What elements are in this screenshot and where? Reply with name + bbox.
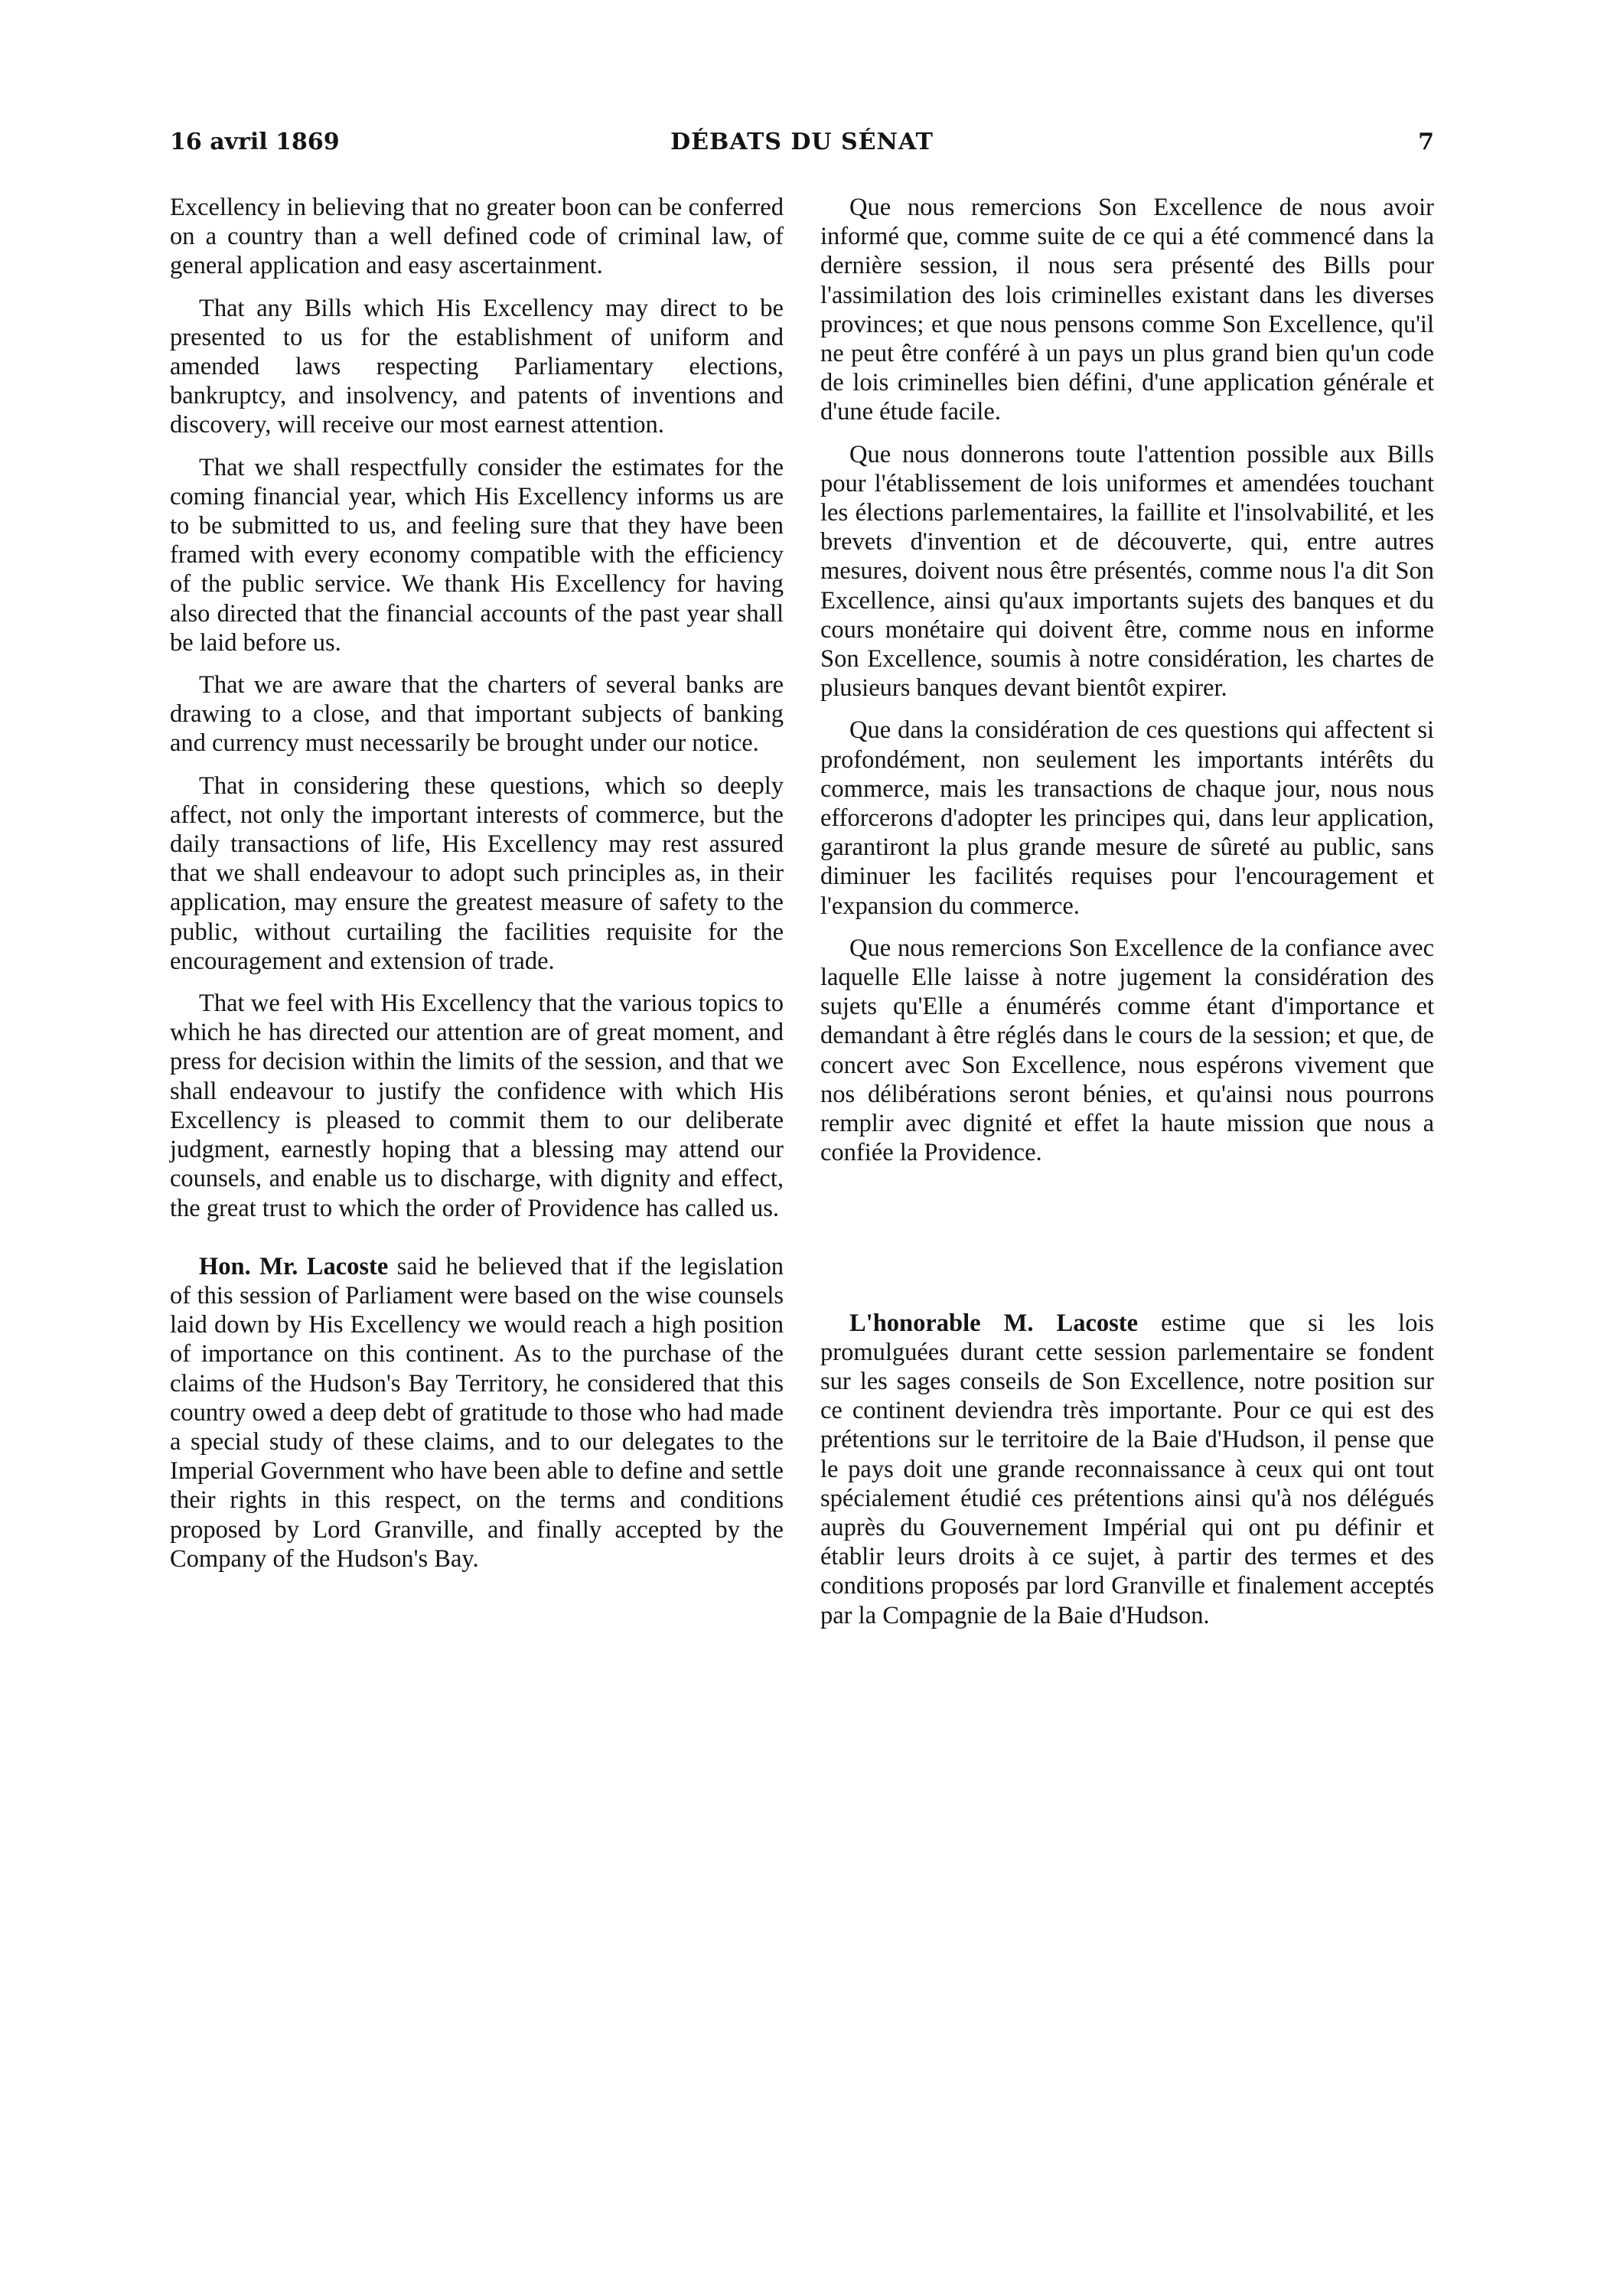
french-speaker-name: L'honorable M. Lacoste [849,1309,1139,1337]
english-paragraph-1: Excellency in believing that no greater boon can be conferred on a country than a well defined code of criminal law, of general application and easy ascertainment. [170,194,784,280]
french-paragraph-4: Que nous remercions Son Excellence de la confiance avec laquelle Elle laisse à notre jugement la considération des sujets qu'Elle a énumérés comme étant d'importance et demandant à être réglés dans le cours de la session; et que, de concert avec Son Excellence, nous espérons vivement que nos délibérations seront bénies, et qu'ainsi nous pourrons remplir avec dignité et effet la haute mission que nous a confiée la Providence. [820,934,1434,1167]
english-paragraph-6: That we feel with His Excellency that the various topics to which he has directed our attention are of great moment, and press for decision within the limits of the session, and that we shall endeavour to justify the confidence with which His Excellency is pleased to commit them to our deliberate judgment, earnestly hoping that a blessing may attend our counsels, and enable us to discharge, with dignity and effect, the great trust to which the order of Providence has called us. [170,990,784,1222]
french-column [820,193,1434,1630]
french-speech-text: estime que si les lois promulguées durant cette session parlementaire se fondent sur les sages conseils de Son Excellence, notre position sur ce continent deviendra très importante. Pour ce qui est des prétentions sur le territoire de la Baie d'Hudson, il pense que le pays doit une grande reconnaissance à ceux qui ont tout spécialement étudié ces prétentions ainsi qu'à nos délégués auprès du Gouvernement Impérial qui ont pu définir et établir leurs droits à ce sujet, à partir des termes et des conditions proposés par lord Granville et finalement acceptés par la Compagnie de la Baie d'Hudson. [820,1309,1435,1629]
english-speech-paragraph [170,1252,784,1574]
english-paragraph-5: That in considering these questions, which so deeply affect, not only the important interests of commerce, but the daily transactions of life, His Excellency may rest assured that we shall endeavour to adopt such principles as, in their application, may ensure the greatest measure of safety to the public, without curtailing the facilities requisite for the encouragement and extension of trade. [170,771,784,975]
page-number: 7 [1418,129,1434,155]
french-paragraph-3: Que dans la considération de ces questions qui affectent si profondément, non seulement les importants intérêts du commerce, mais les transactions de chaque jour, nous nous efforcerons d'adopter les principes qui, dans leur application, garantiront la plus grande mesure de sûreté au public, sans diminuer les facilités requises pour l'encouragement et l'expansion du commerce. [820,716,1434,920]
page-header [170,126,1434,159]
french-paragraph-1: Que nous remercions Son Excellence de nous avoir informé que, comme suite de ce qui a été commencé dans la dernière session, il nous sera présenté des Bills pour l'assimilation des lois criminelles existant dans les diverses provinces; et que nous pensons comme Son Excellence, qu'il ne peut être conféré à un pays un plus grand bien qu'un code de lois criminelles bien défini, d'une application générale et d'une étude facile. [820,194,1434,426]
french-speech-paragraph [820,1309,1434,1630]
french-paragraph-2: Que nous donnerons toute l'attention possible aux Bills pour l'établissement de lois uniformes et amendées touchant les élections parlementaires, la faillite et l'insolvabilité, et les brevets d'invention et de découverte, qui, entre autres mesures, doivent nous être présentés, comme nous l'a dit Son Excellence, ainsi qu'aux importants sujets des banques et du cours monétaire qui doivent être, comme nous en informe Son Excellence, soumis à notre considération, les chartes de plusieurs banques devant bientôt expirer. [820,440,1434,703]
english-column [170,193,784,1574]
header-date: 16 avril 1869 [170,129,340,155]
english-speaker-name: Hon. Mr. Lacoste [199,1252,389,1280]
english-speech-text: said he believed that if the legislation of this session of Parliament were based on the wise counsels laid down by His Excellency we would reach a high position of importance on this continent. As to the purchase of the claims of the Hudson's Bay Territory, he considered that this country owed a deep debt of gratitude to those who had made a special study of these claims, and to our delegates to the Imperial Government who have been able to define and settle their rights in this respect, on the terms and conditions proposed by Lord Granville, and finally accepted by the Company of the Hudson's Bay. [170,1252,784,1573]
header-title: DÉBATS DU SÉNAT [670,129,934,155]
english-paragraph-4: That we are aware that the charters of several banks are drawing to a close, and that important subjects of banking and currency must necessarily be brought under our notice. [170,671,784,758]
english-paragraph-3: That we shall respectfully consider the estimates for the coming financial year, which His Excellency informs us are to be submitted to us, and feeling sure that they have been framed with every economy compatible with the efficiency of the public service. We thank His Excellency for having also directed that the financial accounts of the past year shall be laid before us. [170,453,784,657]
english-paragraph-2: That any Bills which His Excellency may direct to be presented to us for the establishment of uniform and amended laws respecting Parliamentary elections, bankruptcy, and insolvency, and patents of inventions and discovery, will receive our most earnest attention. [170,294,784,439]
